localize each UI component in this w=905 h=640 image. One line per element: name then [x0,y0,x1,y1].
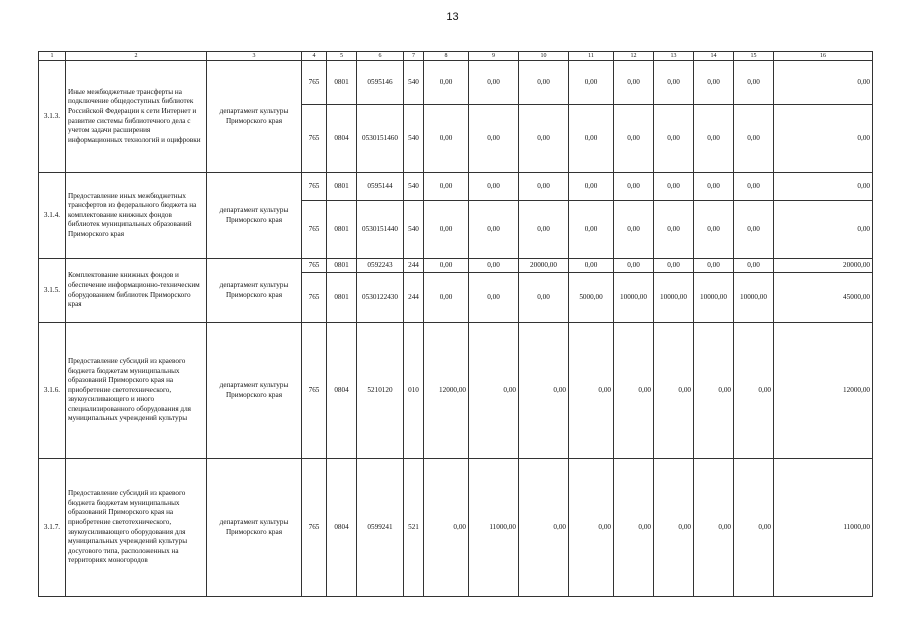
cell: 10000,00 [694,273,734,323]
cell: 0,00 [569,201,614,259]
budget-table [38,51,873,597]
cell: 0,00 [519,201,569,259]
cell: 0,00 [734,459,774,597]
cell: 45000,00 [774,273,873,323]
cell: 12000,00 [774,323,873,459]
cell: 0,00 [694,61,734,105]
cell: 0,00 [519,105,569,173]
cell: 0595144 [357,173,404,201]
cell: 0,00 [694,323,734,459]
cell: 0,00 [424,259,469,273]
cell: 010 [404,323,424,459]
cell: 765 [302,105,327,173]
row-code: 3.1.3. [39,61,66,173]
row-department: департамент культуры Приморского края [207,459,302,597]
col-header: 12 [614,52,654,61]
cell: 0,00 [734,173,774,201]
cell: 0,00 [614,173,654,201]
cell: 765 [302,61,327,105]
cell: 0801 [327,273,357,323]
col-header: 4 [302,52,327,61]
cell: 10000,00 [614,273,654,323]
cell: 0,00 [734,259,774,273]
row-description: Предоставление субсидий из краевого бюджета бюджетам муниципальных образований Приморского края на приобретение светотехнического, звукоусиливающего и иного специализированного оборудования для муниципальных учреждений культуры [66,323,207,459]
cell: 0,00 [694,201,734,259]
cell: 0,00 [469,105,519,173]
cell: 0,00 [424,173,469,201]
cell: 0804 [327,323,357,459]
cell: 0,00 [654,323,694,459]
cell: 0,00 [469,61,519,105]
cell: 0804 [327,105,357,173]
col-header: 10 [519,52,569,61]
page-number: 13 [446,11,459,23]
col-header: 13 [654,52,694,61]
row-description: Иные межбюджетные трансферты на подключение общедоступных библиотек Российской Федерации к сети Интернет и развитие системы библиотечного дела с учетом задачи расширения информационных технологий и оцифровки [66,61,207,173]
cell: 765 [302,459,327,597]
cell: 765 [302,273,327,323]
cell: 765 [302,323,327,459]
col-header: 1 [39,52,66,61]
cell: 0,00 [734,201,774,259]
cell: 540 [404,201,424,259]
cell: 0,00 [469,201,519,259]
cell: 0,00 [774,61,873,105]
cell: 0801 [327,259,357,273]
cell: 0,00 [614,105,654,173]
cell: 0,00 [569,105,614,173]
col-header: 2 [66,52,207,61]
cell: 0,00 [424,201,469,259]
table-row [39,259,873,273]
cell: 244 [404,273,424,323]
cell: 244 [404,259,424,273]
cell: 0595146 [357,61,404,105]
cell: 20000,00 [519,259,569,273]
row-description: Предоставление иных межбюджетных трансфертов из федерального бюджета на комплектование книжных фондов библиотек муниципальных образований Приморского края [66,173,207,259]
row-code: 3.1.7. [39,459,66,597]
col-header: 8 [424,52,469,61]
cell: 0,00 [614,259,654,273]
cell: 0,00 [774,173,873,201]
cell: 0,00 [614,459,654,597]
cell: 0804 [327,459,357,597]
cell: 0,00 [569,459,614,597]
cell: 0599241 [357,459,404,597]
cell: 10000,00 [654,273,694,323]
col-header: 9 [469,52,519,61]
col-header: 11 [569,52,614,61]
cell: 540 [404,173,424,201]
col-header: 3 [207,52,302,61]
cell: 0,00 [469,173,519,201]
cell: 0,00 [774,201,873,259]
cell: 0,00 [694,459,734,597]
cell: 0,00 [614,323,654,459]
cell: 0,00 [614,201,654,259]
cell: 0,00 [424,459,469,597]
cell: 12000,00 [424,323,469,459]
cell: 0,00 [654,105,694,173]
cell: 0,00 [519,459,569,597]
col-header: 15 [734,52,774,61]
cell: 0,00 [614,61,654,105]
row-code: 3.1.5. [39,259,66,323]
cell: 0,00 [469,323,519,459]
row-department: департамент культуры Приморского края [207,323,302,459]
cell: 0,00 [519,273,569,323]
cell: 10000,00 [734,273,774,323]
cell: 0,00 [694,259,734,273]
cell: 0,00 [734,105,774,173]
row-department: департамент культуры Приморского края [207,173,302,259]
cell: 0530122430 [357,273,404,323]
cell: 0,00 [654,201,694,259]
row-code: 3.1.4. [39,173,66,259]
cell: 0,00 [694,173,734,201]
cell: 0530151460 [357,105,404,173]
cell: 540 [404,61,424,105]
row-description: Комплектование книжных фондов и обеспечение информационно-техническим оборудованием библиотек Приморского края [66,259,207,323]
table-row [39,323,873,459]
cell: 0530151440 [357,201,404,259]
cell: 0,00 [519,61,569,105]
cell: 0,00 [694,105,734,173]
cell: 0,00 [569,61,614,105]
cell: 0,00 [774,105,873,173]
table-row [39,61,873,105]
header-row [39,52,873,61]
col-header: 14 [694,52,734,61]
cell: 0592243 [357,259,404,273]
row-code: 3.1.6. [39,323,66,459]
cell: 5000,00 [569,273,614,323]
cell: 0,00 [424,61,469,105]
cell: 0,00 [569,173,614,201]
cell: 0,00 [519,173,569,201]
cell: 0,00 [734,61,774,105]
cell: 11000,00 [469,459,519,597]
row-department: департамент культуры Приморского края [207,61,302,173]
col-header: 5 [327,52,357,61]
cell: 0,00 [424,273,469,323]
cell: 0,00 [569,323,614,459]
cell: 0801 [327,173,357,201]
col-header: 16 [774,52,873,61]
cell: 0,00 [424,105,469,173]
row-department: департамент культуры Приморского края [207,259,302,323]
cell: 0801 [327,61,357,105]
cell: 521 [404,459,424,597]
cell: 0801 [327,201,357,259]
table-row [39,459,873,597]
cell: 765 [302,173,327,201]
cell: 0,00 [654,459,694,597]
cell: 0,00 [654,259,694,273]
cell: 540 [404,105,424,173]
row-description: Предоставление субсидий из краевого бюджета бюджетам муниципальных образований Приморского края на приобретение светотехнического, звукоусиливающего оборудования для муниципальных учреждений культуры досугового типа, расположенных на территориях моногородов [66,459,207,597]
col-header: 6 [357,52,404,61]
cell: 765 [302,259,327,273]
cell: 765 [302,201,327,259]
col-header: 7 [404,52,424,61]
cell: 0,00 [654,61,694,105]
cell: 0,00 [654,173,694,201]
cell: 0,00 [469,273,519,323]
cell: 5210120 [357,323,404,459]
cell: 0,00 [734,323,774,459]
cell: 20000,00 [774,259,873,273]
cell: 0,00 [469,259,519,273]
table-row [39,173,873,201]
cell: 0,00 [569,259,614,273]
cell: 11000,00 [774,459,873,597]
cell: 0,00 [519,323,569,459]
